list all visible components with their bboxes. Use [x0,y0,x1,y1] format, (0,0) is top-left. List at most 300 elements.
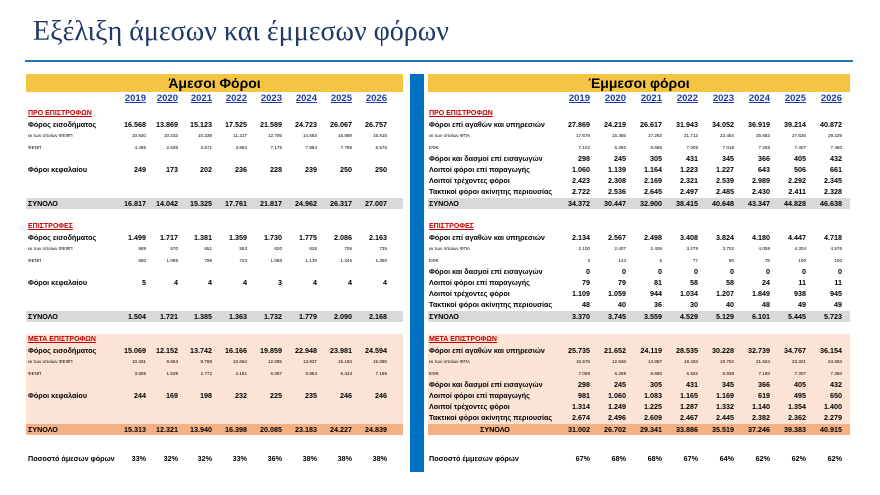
year-header-2023: 2023 [260,93,282,104]
table-cell: 15.080 [372,359,387,365]
indirect-share-cell: 62% [791,454,806,463]
row-label: ΦΕΝΠ [28,370,42,376]
table-cell: 49 [798,300,806,310]
total-cell: 24.839 [365,424,387,434]
table-cell: 2.539 [716,176,734,186]
table-cell: 3.605 [134,370,146,376]
row-label: εκ των οποίων ΦΕΦΠ [28,133,73,139]
table-cell: 7.175 [270,144,282,150]
table-cell: 28.535 [676,346,698,356]
table-cell: 7.009 [686,144,698,150]
total-cell: 23.183 [295,424,317,434]
table-cell: 6.680 [650,370,662,376]
row-label: εκ των οποίων ΦΠΑ [429,133,470,139]
total-cell: 31.002 [568,424,590,434]
table-cell: 4.884 [235,144,247,150]
indirect-share-cell: 62% [827,454,842,463]
table-cell: 15.123 [190,120,212,130]
table-cell: 40 [726,300,734,310]
row-label: ΕΦΚ [429,257,439,263]
table-cell: 1.775 [299,233,317,243]
table-cell: 366 [758,379,770,389]
table-cell: 18.433 [683,359,698,365]
table-cell: 40 [618,300,626,310]
table-cell: 36.154 [820,346,842,356]
table-cell: 11.217 [233,133,247,139]
table-cell: 4.447 [788,233,806,243]
table-cell: 17.525 [225,120,247,130]
table-cell: 4.576 [830,246,842,252]
table-cell: 4.161 [235,370,247,376]
year-header-2026: 2026 [820,93,842,104]
row-label: Λοιποί φόροι επί παραγωγής [429,165,530,174]
table-cell: 49 [834,300,842,310]
table-cell: 2.485 [716,187,734,197]
table-cell: 0 [694,266,698,276]
table-cell: 2.169 [644,176,662,186]
row-label: εκ των οποίων ΦΕΦΠ [28,246,73,252]
table-cell: 305 [650,379,662,389]
table-cell: 6.854 [305,370,317,376]
table-cell: 619 [758,391,770,400]
table-cell: 39.214 [784,120,806,130]
table-cell: 15.578 [575,359,590,365]
table-cell: 48 [762,300,770,310]
table-cell: 1.109 [572,289,590,299]
table-cell: 12.948 [611,359,626,365]
indirect-share-cell: 67% [575,454,590,463]
table-cell: 36 [654,300,662,310]
table-cell: 239 [305,165,317,174]
row-label: ΕΦΚ [429,144,439,150]
indirect-share-cell: 64% [719,454,734,463]
table-cell: 1.165 [680,391,698,400]
year-header-2020: 2020 [156,93,178,104]
table-cell: 345 [722,153,734,163]
table-cell: 2.638 [166,144,178,150]
table-cell: 1.034 [680,289,698,299]
table-cell: 1.060 [572,165,590,174]
total-cell: 2.090 [334,311,352,321]
direct-share-cell: 32% [163,454,178,463]
table-cell: 2.308 [608,176,626,186]
table-cell: 723 [239,257,247,263]
year-header-2019: 2019 [568,93,590,104]
total-cell: 38.415 [676,198,698,208]
table-cell: 1.169 [716,391,734,400]
table-cell: 495 [794,391,806,400]
table-cell: 551 [204,246,212,252]
table-cell: 22.948 [295,346,317,356]
table-cell: 3.571 [200,144,212,150]
table-cell: 944 [650,289,662,299]
table-cell: 4 [174,278,178,287]
table-cell: 79 [618,278,626,287]
year-header-2025: 2025 [330,93,352,104]
total-cell: 1.779 [299,311,317,321]
table-cell: 2.772 [200,370,212,376]
table-cell: 4 [313,278,317,287]
table-cell: 1.139 [608,165,626,174]
total-cell: 30.447 [604,198,626,208]
direct-share-cell: 32% [197,454,212,463]
direct-post-section-title: ΜΕΤΑ ΕΠΙΣΤΡΟΦΩΝ [28,336,96,343]
row-label: Φόροι επί αγαθών και υπηρεσιών [429,346,545,356]
table-cell: 24.119 [640,346,662,356]
table-cell: 78 [764,257,770,263]
table-cell: 7.788 [340,144,352,150]
total-label: ΣΥΝΟΛΟ [480,424,510,434]
table-cell: 23.454 [719,133,734,139]
year-header-2026: 2026 [365,93,387,104]
total-cell: 29.341 [640,424,662,434]
total-cell: 20.085 [260,424,282,434]
table-cell: 1.390 [375,257,387,263]
table-cell: 245 [614,379,626,389]
table-cell: 0 [730,266,734,276]
table-cell: 30.228 [712,346,734,356]
table-cell: 981 [578,391,590,400]
table-cell: 2.674 [572,413,590,423]
table-cell: 24.653 [827,359,842,365]
table-cell: 17.293 [647,133,662,139]
row-label: Φόροι κεφαλαίου [28,391,87,400]
total-cell: 2.168 [369,311,387,321]
table-cell: 6.443 [340,370,352,376]
table-cell: 36.919 [748,120,770,130]
table-cell: 2.411 [788,187,806,197]
table-cell: 298 [578,153,590,163]
total-cell: 44.828 [784,198,806,208]
table-cell: 13.742 [190,346,212,356]
total-cell: 16.817 [124,198,146,208]
row-label: Λοιποί τρέχοντες φόροι [429,402,510,412]
total-cell: 12.321 [156,424,178,434]
table-cell: 24.723 [295,120,317,130]
table-cell: 7.018 [722,144,734,150]
table-cell: 202 [200,165,212,174]
table-cell: 25.735 [568,346,590,356]
table-cell: 6.938 [722,370,734,376]
table-cell: 2.279 [824,413,842,423]
table-cell: 7.102 [578,144,590,150]
table-cell: 26.067 [330,120,352,130]
total-cell: 40.915 [820,424,842,434]
table-cell: 1.140 [752,402,770,412]
indirect-taxes-header [428,74,850,92]
table-cell: 620 [274,246,282,252]
row-label: Λοιποί φόροι επί παραγωγής [429,391,530,400]
table-cell: 431 [686,153,698,163]
total-cell: 1.732 [264,311,282,321]
table-cell: 79 [582,278,590,287]
table-cell: 3.824 [716,233,734,243]
total-cell: 14.042 [156,198,178,208]
table-cell: 880 [138,257,146,263]
table-cell: 249 [134,165,146,174]
table-cell: 245 [614,153,626,163]
row-label: Φόροι κεφαλαίου [28,278,87,287]
table-cell: 198 [200,391,212,400]
total-cell: 3.559 [644,311,662,321]
table-cell: 11 [834,278,842,287]
total-cell: 1.721 [160,311,178,321]
year-header-2021: 2021 [640,93,662,104]
table-cell: 432 [830,153,842,163]
table-cell: 6.686 [650,144,662,150]
table-cell: 7.186 [375,370,387,376]
year-header-2025: 2025 [784,93,806,104]
table-cell: 5 [142,278,146,287]
table-cell: 19.859 [260,346,282,356]
table-divider [410,74,424,472]
table-cell: 2.382 [752,413,770,423]
table-cell: 431 [686,379,698,389]
table-cell: 1.314 [572,402,590,412]
year-header-2019: 2019 [124,93,146,104]
table-cell: 0 [766,266,770,276]
table-cell: 23.321 [791,359,806,365]
total-label: ΣΥΝΟΛΟ [28,198,58,208]
table-cell: 298 [578,379,590,389]
total-cell: 1.363 [229,311,247,321]
table-cell: 4.180 [752,233,770,243]
table-cell: 3 [278,278,282,287]
indirect-taxes-header-label: Έμμεσοι φόροι [588,75,690,91]
table-cell: 58 [726,278,734,287]
table-cell: 1.083 [644,391,662,400]
direct-ret-section-title: ΕΠΙΣΤΡΟΦΕΣ [28,223,73,230]
table-cell: 1.400 [824,402,842,412]
table-cell: 405 [794,153,806,163]
table-cell: 366 [758,153,770,163]
table-cell: 236 [235,165,247,174]
table-cell: 232 [235,391,247,400]
direct-share-cell: 38% [337,454,352,463]
table-cell: 1.345 [340,257,352,263]
table-cell: 228 [270,165,282,174]
total-label: ΣΥΝΟΛΟ [28,424,58,434]
table-cell: 2.328 [824,187,842,197]
table-cell: 29.229 [827,133,842,139]
table-cell: 58 [690,278,698,287]
table-cell: 2.497 [680,187,698,197]
table-cell: 24 [762,278,770,287]
table-cell: 34.767 [784,346,806,356]
table-cell: 3.702 [722,246,734,252]
table-cell: 31.943 [676,120,698,130]
table-cell: 21.712 [683,133,698,139]
direct-share-cell: 36% [267,454,282,463]
table-cell: 1.227 [716,165,734,174]
table-cell: 1.332 [716,402,734,412]
table-cell: 4 [208,278,212,287]
table-cell: 30 [690,300,698,310]
table-cell: 4.485 [134,144,146,150]
table-cell: 405 [794,379,806,389]
row-label: ΕΦΚ [429,370,439,376]
table-cell: 1.730 [264,233,282,243]
indirect-ret-section-title: ΕΠΙΣΤΡΟΦΕΣ [429,223,474,230]
table-cell: 2.645 [644,187,662,197]
table-cell: 10.920 [131,133,146,139]
table-cell: 1.225 [644,402,662,412]
table-cell: 3.408 [680,233,698,243]
table-cell: 173 [166,165,178,174]
table-cell: 1.359 [229,233,247,243]
total-cell: 43.347 [748,198,770,208]
indirect-share-cell: 62% [755,454,770,463]
row-label: Φόρος εισοδήματος [28,346,97,356]
row-label: Τακτικοί φόροι ακίνητης περιουσίας [429,187,553,197]
total-cell: 3.745 [608,311,626,321]
total-cell: 27.007 [365,198,387,208]
total-cell: 15.313 [124,424,146,434]
table-cell: 3.279 [686,246,698,252]
direct-taxes-header-label: Άμεσοι Φόροι [168,75,261,91]
total-label: ΣΥΝΟΛΟ [429,311,459,321]
row-label: Φόροι και δασμοί επί εισαγωγών [429,379,543,389]
table-cell: 2.362 [788,413,806,423]
total-cell: 26.702 [604,424,626,434]
table-cell: 17.678 [575,133,590,139]
year-header-2022: 2022 [676,93,698,104]
total-cell: 32.900 [640,198,662,208]
total-cell: 1.385 [194,311,212,321]
row-label: Φόροι και δασμοί επί εισαγωγών [429,266,543,276]
table-cell: 2.467 [680,413,698,423]
direct-share-cell: 38% [302,454,317,463]
table-cell: 4.304 [794,246,806,252]
table-cell: 21.589 [260,120,282,130]
table-cell: 6.932 [686,370,698,376]
table-cell: 7.360 [830,370,842,376]
table-cell: 650 [830,391,842,400]
total-cell: 5.723 [824,311,842,321]
table-cell: 7.099 [578,370,590,376]
row-label: Τακτικοί φόροι ακίνητης περιουσίας [429,300,553,310]
row-label: Λοιποί φόροι επί παραγωγής [429,278,530,287]
table-cell: 13.869 [156,120,178,130]
table-cell: 4 [243,278,247,287]
direct-share-cell: 38% [372,454,387,463]
indirect-share-label: Ποσοστό έμμεσων φόρων [429,454,519,463]
table-cell: 2.498 [644,233,662,243]
table-cell: 6.392 [614,144,626,150]
table-cell: 7.180 [758,370,770,376]
table-cell: 10.233 [163,133,178,139]
table-cell: 2.292 [788,176,806,186]
table-cell: 2.423 [572,176,590,186]
table-cell: 246 [340,391,352,400]
table-cell: 945 [830,289,842,299]
table-cell: 2.321 [680,176,698,186]
table-cell: 16.166 [225,346,247,356]
table-cell: 2.989 [752,176,770,186]
table-cell: 10.339 [197,133,212,139]
direct-share-label: Ποσοστό άμεσων φόρων [28,454,115,463]
table-cell: 7.407 [794,144,806,150]
table-cell: 938 [794,289,806,299]
table-cell: 9.663 [166,359,178,365]
table-cell: 27.869 [568,120,590,130]
row-label: Φόροι και δασμοί επί εισαγωγών [429,153,543,163]
direct-share-cell: 33% [232,454,247,463]
table-cell: 23.981 [330,346,352,356]
row-label: Φόρος εισοδήματος [28,120,97,130]
table-cell: 2.430 [752,187,770,197]
table-cell: 15.889 [337,133,352,139]
table-cell: 27.625 [791,133,806,139]
row-label: Φόρος εισοδήματος [28,233,97,243]
total-cell: 1.504 [128,311,146,321]
table-cell: 235 [305,391,317,400]
indirect-share-cell: 68% [611,454,626,463]
row-label: εκ των οποίων ΦΠΑ [429,246,470,252]
table-cell: 1.088 [270,257,282,263]
table-cell: 11 [798,278,806,287]
indirect-share-cell: 67% [683,454,698,463]
table-cell: 661 [830,165,842,174]
table-cell: 1.164 [644,165,662,174]
table-cell: 2.163 [369,233,387,243]
row-label: Τακτικοί φόροι ακίνητης περιουσίας [429,413,553,423]
total-label: ΣΥΝΟΛΟ [429,198,459,208]
table-cell: 19.752 [719,359,734,365]
table-cell: 1.060 [608,391,626,400]
table-cell: 21.624 [755,359,770,365]
table-cell: 26.617 [640,120,662,130]
total-cell: 3.370 [572,311,590,321]
table-cell: 2.445 [716,413,734,423]
table-cell: 250 [375,165,387,174]
page-title: Εξέλιξη άμεσων και έμμεσων φόρων [33,16,449,47]
total-cell: 17.761 [225,198,247,208]
table-cell: 2.134 [572,233,590,243]
table-cell: 4 [383,278,387,287]
table-cell: 8.576 [375,144,387,150]
table-cell: 2.100 [578,246,590,252]
table-cell: 10.331 [131,359,146,365]
total-cell: 6.101 [752,311,770,321]
table-cell: 10.664 [232,359,247,365]
table-cell: 2.345 [824,176,842,186]
table-cell: 1.130 [305,257,317,263]
indirect-share-cell: 68% [647,454,662,463]
row-label: Φόροι επί αγαθών και υπηρεσιών [429,233,545,243]
table-cell: 225 [270,391,282,400]
table-cell: 506 [794,165,806,174]
year-header-2020: 2020 [604,93,626,104]
table-cell: 14.887 [647,359,662,365]
total-cell: 15.325 [190,198,212,208]
row-label: εκ των οποίων ΦΕΦΠ [28,359,73,365]
row-label: ΦΕΝΠ [28,257,42,263]
table-cell: 1.249 [608,402,626,412]
total-cell: 46.638 [820,198,842,208]
table-cell: 24.594 [365,346,387,356]
table-cell: 735 [379,246,387,252]
table-cell: 7.460 [830,144,842,150]
table-cell: 15.815 [372,133,387,139]
total-cell: 26.317 [330,198,352,208]
table-cell: 1.287 [680,402,698,412]
total-cell: 39.383 [784,424,806,434]
table-cell: 7.984 [305,144,317,150]
table-cell: 1.354 [788,402,806,412]
table-cell: 589 [138,246,146,252]
table-cell: 6.269 [614,370,626,376]
